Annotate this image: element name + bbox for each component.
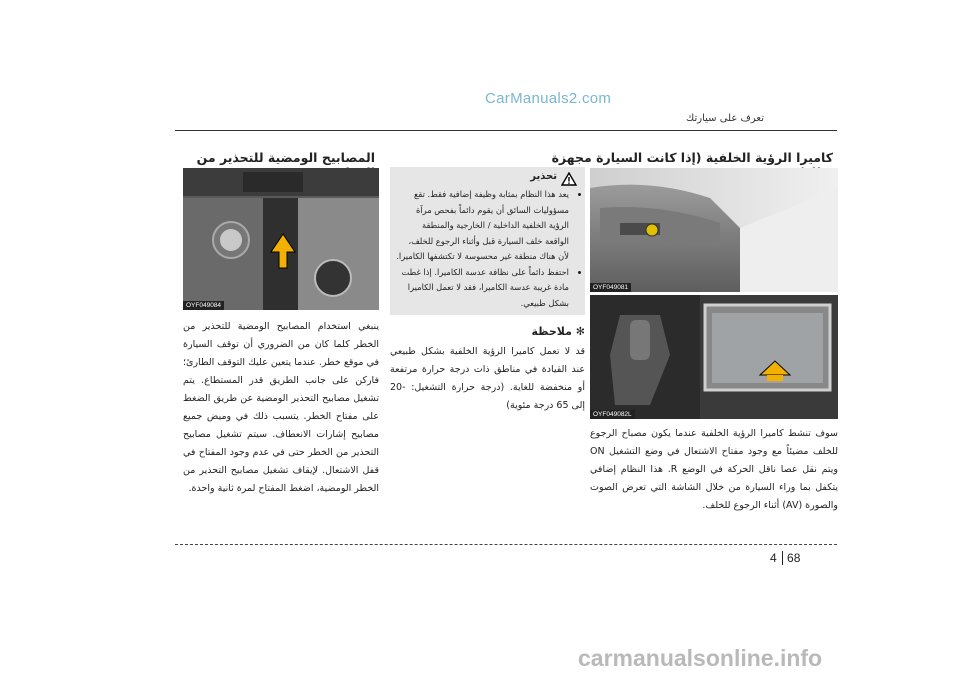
hazard-lights-title: المصابيح الومضية للتحذير من [196,150,375,165]
hazard-lights-description: ينبغي استخدام المصابيح الومضية للتحذير من الخطر كلما كان من الضروري أن توقف السيارة في موقع خطر. عندما يتعين عليك التوقف الطارئ؛ فاركن على جانب الطريق قدر المستطاع. يتم تشغيل مصابيح التحذير الومضية عن طريق الضغط على مفتاح الخطر. يتسبب ذلك في وميض جميع مصابيح إشارات الانعطاف. سيتم تشغيل مصابيح التحذير من الخطر حتى في عدم وجود المفتاح في قفل الاشتعال. لإيقاف تشغيل مصابيح التحذير من الخطر الومضية، اضغط المفتاح لمرة ثانية واحدة. [183,321,379,494]
photo-caption-gear-shift: OYF049082L [590,410,635,419]
hazard-switch-photo [183,168,379,310]
page-number-value: 68 [782,551,800,565]
warning-bullet: • يعد هذا النظام بمثابة وظيفة إضافية فقط. تقع مسؤوليات السائق أن يقوم دائماً بفحص مرآة الرؤية الخلفية الداخلية / الخارجية والمنطقة الواقعة خلف السيارة قبل وأثناء الرجوع للخلف، لأن هناك منطقة غير محسوسة لا تكتشفها الكاميرا. [396,187,569,265]
gear-shift-photo [590,295,838,419]
footer-divider [175,544,837,545]
page-section: 4 [770,551,777,565]
gear-shift-illustration [590,295,838,419]
note-text: قد لا تعمل كاميرا الرؤية الخلفية بشكل طبيعي عند القيادة في مناطق ذات درجة حرارة مرتفعة أو منخفضة للغاية. (درجة حرارة التشغيل: -20 إلى 65 درجة مئوية) [390,346,585,411]
warning-body [396,187,579,311]
rear-camera-description: سوف تنشط كاميرا الرؤية الخلفية عندما يكون مصباح الرجوع للخلف مضيئاً مع وجود مفتاح الاشتعال في وضع التشغيل ON ويتم نقل عصا ناقل الحركة في الوضع R. هذا النظام إضافي يتكفل بما وراء السيارة من خلال الشاشة التي تعرض الصوت والصورة (AV) أثناء الرجوع للخلف. [590,428,839,511]
hazard-switch-illustration [183,168,379,310]
watermark-top: CarManuals2.com [485,90,612,107]
section-header: تعرف على سيارتك [686,113,764,124]
header-divider [175,130,837,131]
warning-bullet: • احتفظ دائماً على نظافة عدسة الكاميرا. إذا غطت مادة غريبة عدسة الكاميرا، فقد لا تعمل الكاميرا بشكل طبيعي. [396,265,569,312]
rear-camera-title: كاميرا الرؤية الخلفية (إذا كانت السيارة مجهزة [551,150,833,165]
rear-car-photo [590,168,838,292]
note-heading: ✻ ملاحظة [531,325,585,338]
watermark-bottom: carmanualsonline.info [578,645,823,671]
rear-car-illustration [590,168,838,292]
warning-heading: تحذير [530,171,557,182]
warning-box [390,167,585,315]
photo-caption-hazard-switch: OYF049084 [183,301,224,310]
page-number [770,551,800,565]
photo-caption-rear-car: OYF049081 [590,283,631,292]
